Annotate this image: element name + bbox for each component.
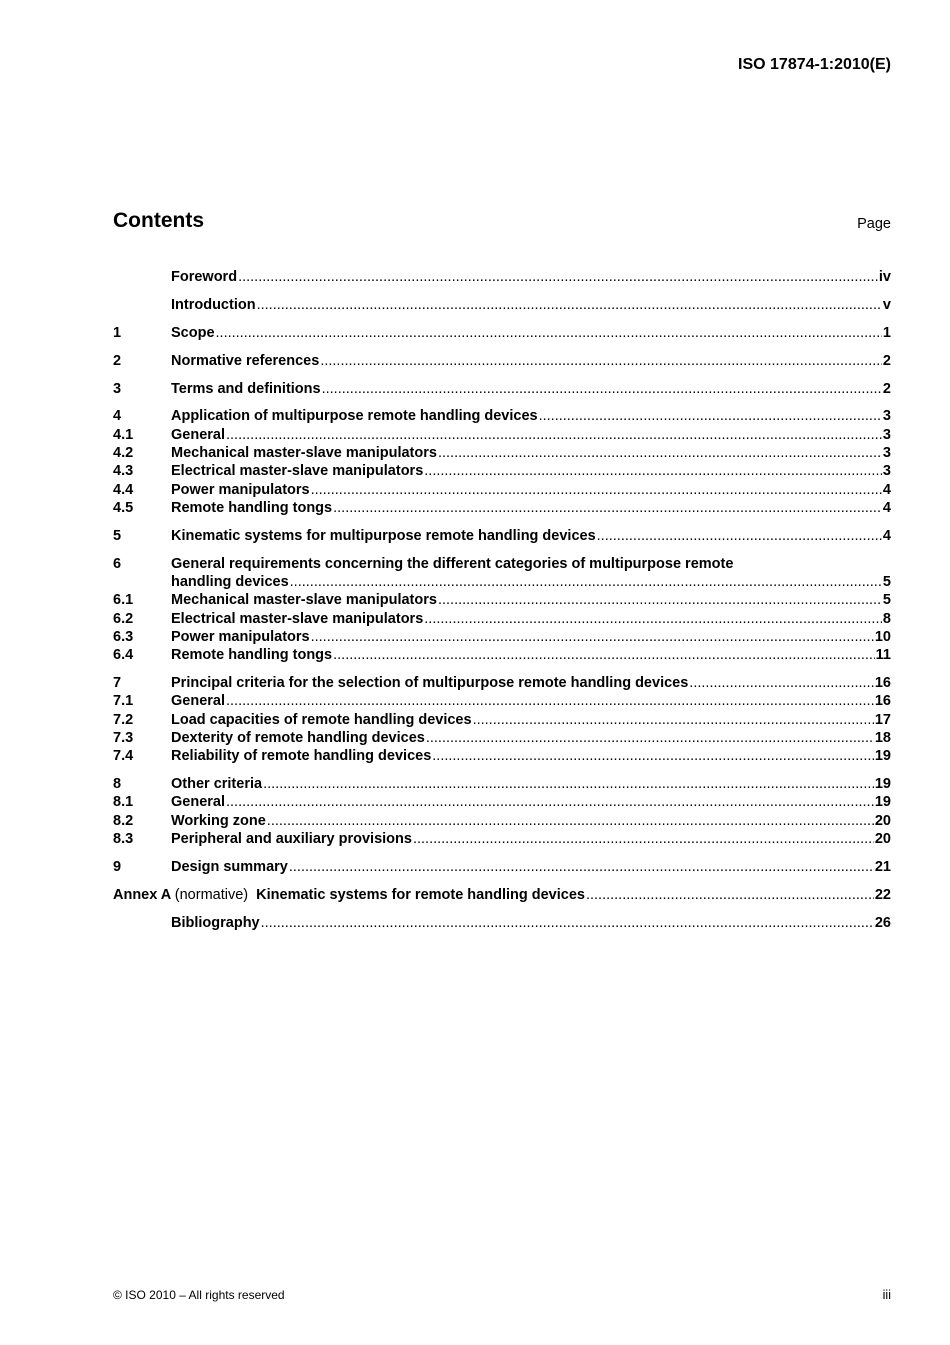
toc-dot-leader [257, 296, 882, 314]
toc-entry-page: 2 [882, 380, 891, 397]
toc-dot-leader [290, 573, 882, 591]
toc-dot-leader [226, 793, 874, 811]
toc-dot-leader [320, 352, 882, 370]
toc-entry-page: 16 [874, 693, 891, 710]
toc-entry-number: 4.4 [113, 481, 134, 498]
toc-entry-title: Normative references [171, 352, 320, 369]
toc-entry-title: Electrical master-slave manipulators [171, 463, 424, 480]
toc-entry-page: 22 [874, 886, 891, 903]
toc-entry[interactable] [113, 268, 891, 286]
toc-entry-number: 3 [113, 380, 122, 397]
toc-entry-title: Design summary [171, 858, 288, 875]
toc-dot-leader [322, 380, 882, 398]
toc-entry[interactable] [113, 830, 891, 848]
toc-entry-page: 3 [882, 426, 891, 443]
toc-entry-number: 6.2 [113, 610, 134, 627]
toc-entry-number: 9 [113, 858, 122, 875]
toc-entry-number: 6.1 [113, 592, 134, 609]
toc-entry-title: Load capacities of remote handling devices [171, 711, 472, 728]
toc-entry[interactable] [113, 481, 891, 499]
page-column-label: Page [857, 216, 891, 232]
toc-dot-leader [238, 268, 878, 286]
toc-entry-continuation[interactable] [113, 573, 891, 591]
toc-entry-number: 6 [113, 555, 122, 572]
toc-entry-number: 6.3 [113, 628, 134, 645]
toc-entry-title: Peripheral and auxiliary provisions [171, 831, 412, 848]
toc-entry[interactable] [113, 426, 891, 444]
toc-entry-page: 5 [882, 592, 891, 609]
toc-dot-leader [267, 812, 874, 830]
toc-entry[interactable] [113, 407, 891, 425]
toc-entry[interactable] [113, 914, 891, 932]
toc-entry-title: General [171, 426, 225, 443]
toc-spacer [113, 286, 891, 296]
toc-entry[interactable] [113, 711, 891, 729]
toc-spacer [113, 665, 891, 675]
toc-dot-leader [438, 591, 882, 609]
toc-entry[interactable] [113, 462, 891, 480]
toc-entry-title: Mechanical master-slave manipulators [171, 592, 437, 609]
toc-entry-title-continued: handling devices [171, 574, 289, 591]
toc-entry[interactable] [113, 646, 891, 664]
toc-dot-leader [226, 692, 874, 710]
toc-entry-page: 10 [874, 628, 891, 645]
toc-dot-leader [597, 527, 882, 545]
toc-entry[interactable] [113, 729, 891, 747]
toc-dot-leader [424, 610, 882, 628]
toc-entry-page: 1 [882, 324, 891, 341]
toc-entry-title: Terms and definitions [171, 380, 321, 397]
toc-entry-title: Electrical master-slave manipulators [171, 610, 424, 627]
toc-dot-leader [426, 729, 874, 747]
toc-dot-leader [432, 747, 874, 765]
toc-dot-leader [438, 444, 882, 462]
toc-entry-title: Principal criteria for the selection of multipurpose remote handling devices [171, 675, 689, 692]
toc-entry-page: 11 [875, 647, 891, 664]
toc-spacer [113, 876, 891, 886]
toc-entry-title: Power manipulators [171, 628, 310, 645]
toc-spacer [113, 342, 891, 352]
toc-entry[interactable] [113, 692, 891, 710]
toc-entry-page: 20 [874, 812, 891, 829]
toc-dot-leader [473, 711, 874, 729]
toc-entry-title: General [171, 794, 225, 811]
toc-entry-page: 17 [874, 711, 891, 728]
toc-entry-number: 6.4 [113, 647, 134, 664]
toc-dot-leader [689, 674, 874, 692]
toc-entry-number: 7 [113, 675, 122, 692]
toc-dot-leader [311, 628, 874, 646]
toc-entry-page: 4 [882, 499, 891, 516]
toc-entry-page: 8 [882, 610, 891, 627]
toc-entry-title: Bibliography [171, 914, 260, 931]
toc-entry-page: 26 [874, 914, 891, 931]
toc-entry[interactable] [113, 527, 891, 545]
toc-entry-number: 7.2 [113, 711, 134, 728]
toc-entry[interactable] [113, 793, 891, 811]
toc-spacer [113, 370, 891, 380]
toc-entry[interactable] [113, 380, 891, 398]
toc-dot-leader [539, 407, 882, 425]
toc-entry-title: General [171, 693, 225, 710]
toc-dot-leader [424, 462, 882, 480]
toc-entry-title: Mechanical master-slave manipulators [171, 445, 437, 462]
toc-dot-leader [333, 499, 882, 517]
toc-entry-number: 4.1 [113, 426, 134, 443]
toc-entry-title: Working zone [171, 812, 266, 829]
toc-spacer [113, 314, 891, 324]
toc-entry[interactable] [113, 775, 891, 793]
toc-entry-page: 21 [874, 858, 891, 875]
toc-entry-number: 4.3 [113, 463, 134, 480]
toc-annex-label: Annex A [113, 886, 171, 903]
toc-entry-page: v [882, 296, 891, 313]
toc-entry-title: General requirements concerning the different categories of multipurpose remote [171, 555, 734, 572]
toc-entry[interactable] [113, 352, 891, 370]
toc-entry-number: 4.2 [113, 445, 134, 462]
toc-dot-leader [216, 324, 882, 342]
table-of-contents [113, 268, 891, 932]
toc-entry-page: 19 [874, 794, 891, 811]
toc-entry-number: 8.2 [113, 812, 134, 829]
toc-entry-number: 1 [113, 324, 122, 341]
toc-annex-normative: (normative) [174, 886, 249, 903]
toc-entry-page: 3 [882, 463, 891, 480]
toc-entry-page: 3 [882, 445, 891, 462]
toc-dot-leader [586, 886, 874, 904]
toc-spacer [113, 517, 891, 527]
toc-spacer [113, 848, 891, 858]
toc-entry[interactable] [113, 858, 891, 876]
toc-entry-page: 18 [874, 729, 891, 746]
copyright-footer: © ISO 2010 – All rights reserved [113, 1288, 285, 1302]
toc-entry[interactable] [113, 812, 891, 830]
toc-dot-leader [263, 775, 874, 793]
toc-entry-title: Application of multipurpose remote handling devices [171, 408, 538, 425]
toc-spacer [113, 398, 891, 408]
toc-entry-title: Remote handling tongs [171, 647, 333, 664]
contents-title: Contents [113, 209, 204, 232]
toc-spacer [113, 766, 891, 776]
toc-entry-title: Remote handling tongs [171, 499, 333, 516]
toc-entry[interactable] [113, 324, 891, 342]
toc-entry[interactable] [113, 610, 891, 628]
toc-annex-text [113, 886, 585, 904]
toc-entry-title: Foreword [171, 269, 238, 285]
toc-annex-title: Kinematic systems for remote handling devices [256, 886, 585, 903]
toc-entry[interactable] [113, 296, 891, 314]
toc-dot-leader [289, 858, 874, 876]
toc-entry[interactable] [113, 499, 891, 517]
toc-entry-page: 2 [882, 352, 891, 369]
toc-entry-number: 4.5 [113, 499, 134, 516]
toc-entry-number: 7.3 [113, 729, 134, 746]
toc-dot-leader [261, 914, 874, 932]
toc-entry-page: 19 [874, 748, 891, 765]
toc-entry[interactable] [113, 747, 891, 765]
toc-spacer [113, 904, 891, 914]
toc-entry[interactable] [113, 444, 891, 462]
toc-entry-number: 7.1 [113, 693, 134, 710]
toc-entry[interactable] [113, 591, 891, 609]
toc-entry-title: Power manipulators [171, 481, 310, 498]
toc-entry-title: Kinematic systems for multipurpose remote handling devices [171, 527, 596, 544]
toc-entry-page: 4 [882, 527, 891, 544]
toc-dot-leader [311, 481, 882, 499]
toc-entry-page: iv [878, 269, 891, 285]
toc-entry[interactable] [113, 674, 891, 692]
toc-entry-page: 3 [882, 408, 891, 425]
toc-dot-leader [413, 830, 874, 848]
toc-entry-title: Introduction [171, 296, 256, 313]
toc-entry-number: 4 [113, 408, 122, 425]
toc-entry-page: 4 [882, 481, 891, 498]
toc-entry-title: Reliability of remote handling devices [171, 748, 432, 765]
toc-entry-number: 8 [113, 776, 122, 793]
toc-spacer [113, 545, 891, 555]
toc-entry-title: Dexterity of remote handling devices [171, 729, 425, 746]
toc-entry-page: 19 [874, 776, 891, 793]
toc-entry-title: Other criteria [171, 776, 263, 793]
toc-entry-number: 2 [113, 352, 122, 369]
toc-entry[interactable] [113, 555, 891, 573]
toc-entry-page: 16 [874, 675, 891, 692]
toc-entry-number: 8.1 [113, 794, 134, 811]
page-number: iii [882, 1288, 891, 1302]
toc-entry-title: Scope [171, 324, 215, 341]
toc-dot-leader [333, 646, 875, 664]
toc-annex-entry[interactable] [113, 886, 891, 904]
toc-entry-number: 5 [113, 527, 122, 544]
toc-entry-page: 5 [882, 574, 891, 591]
toc-entry-number: 7.4 [113, 748, 134, 765]
document-id: ISO 17874-1:2010(E) [738, 56, 891, 73]
toc-entry[interactable] [113, 628, 891, 646]
toc-dot-leader [226, 426, 882, 444]
toc-entry-number: 8.3 [113, 831, 134, 848]
toc-entry-page: 20 [874, 831, 891, 848]
